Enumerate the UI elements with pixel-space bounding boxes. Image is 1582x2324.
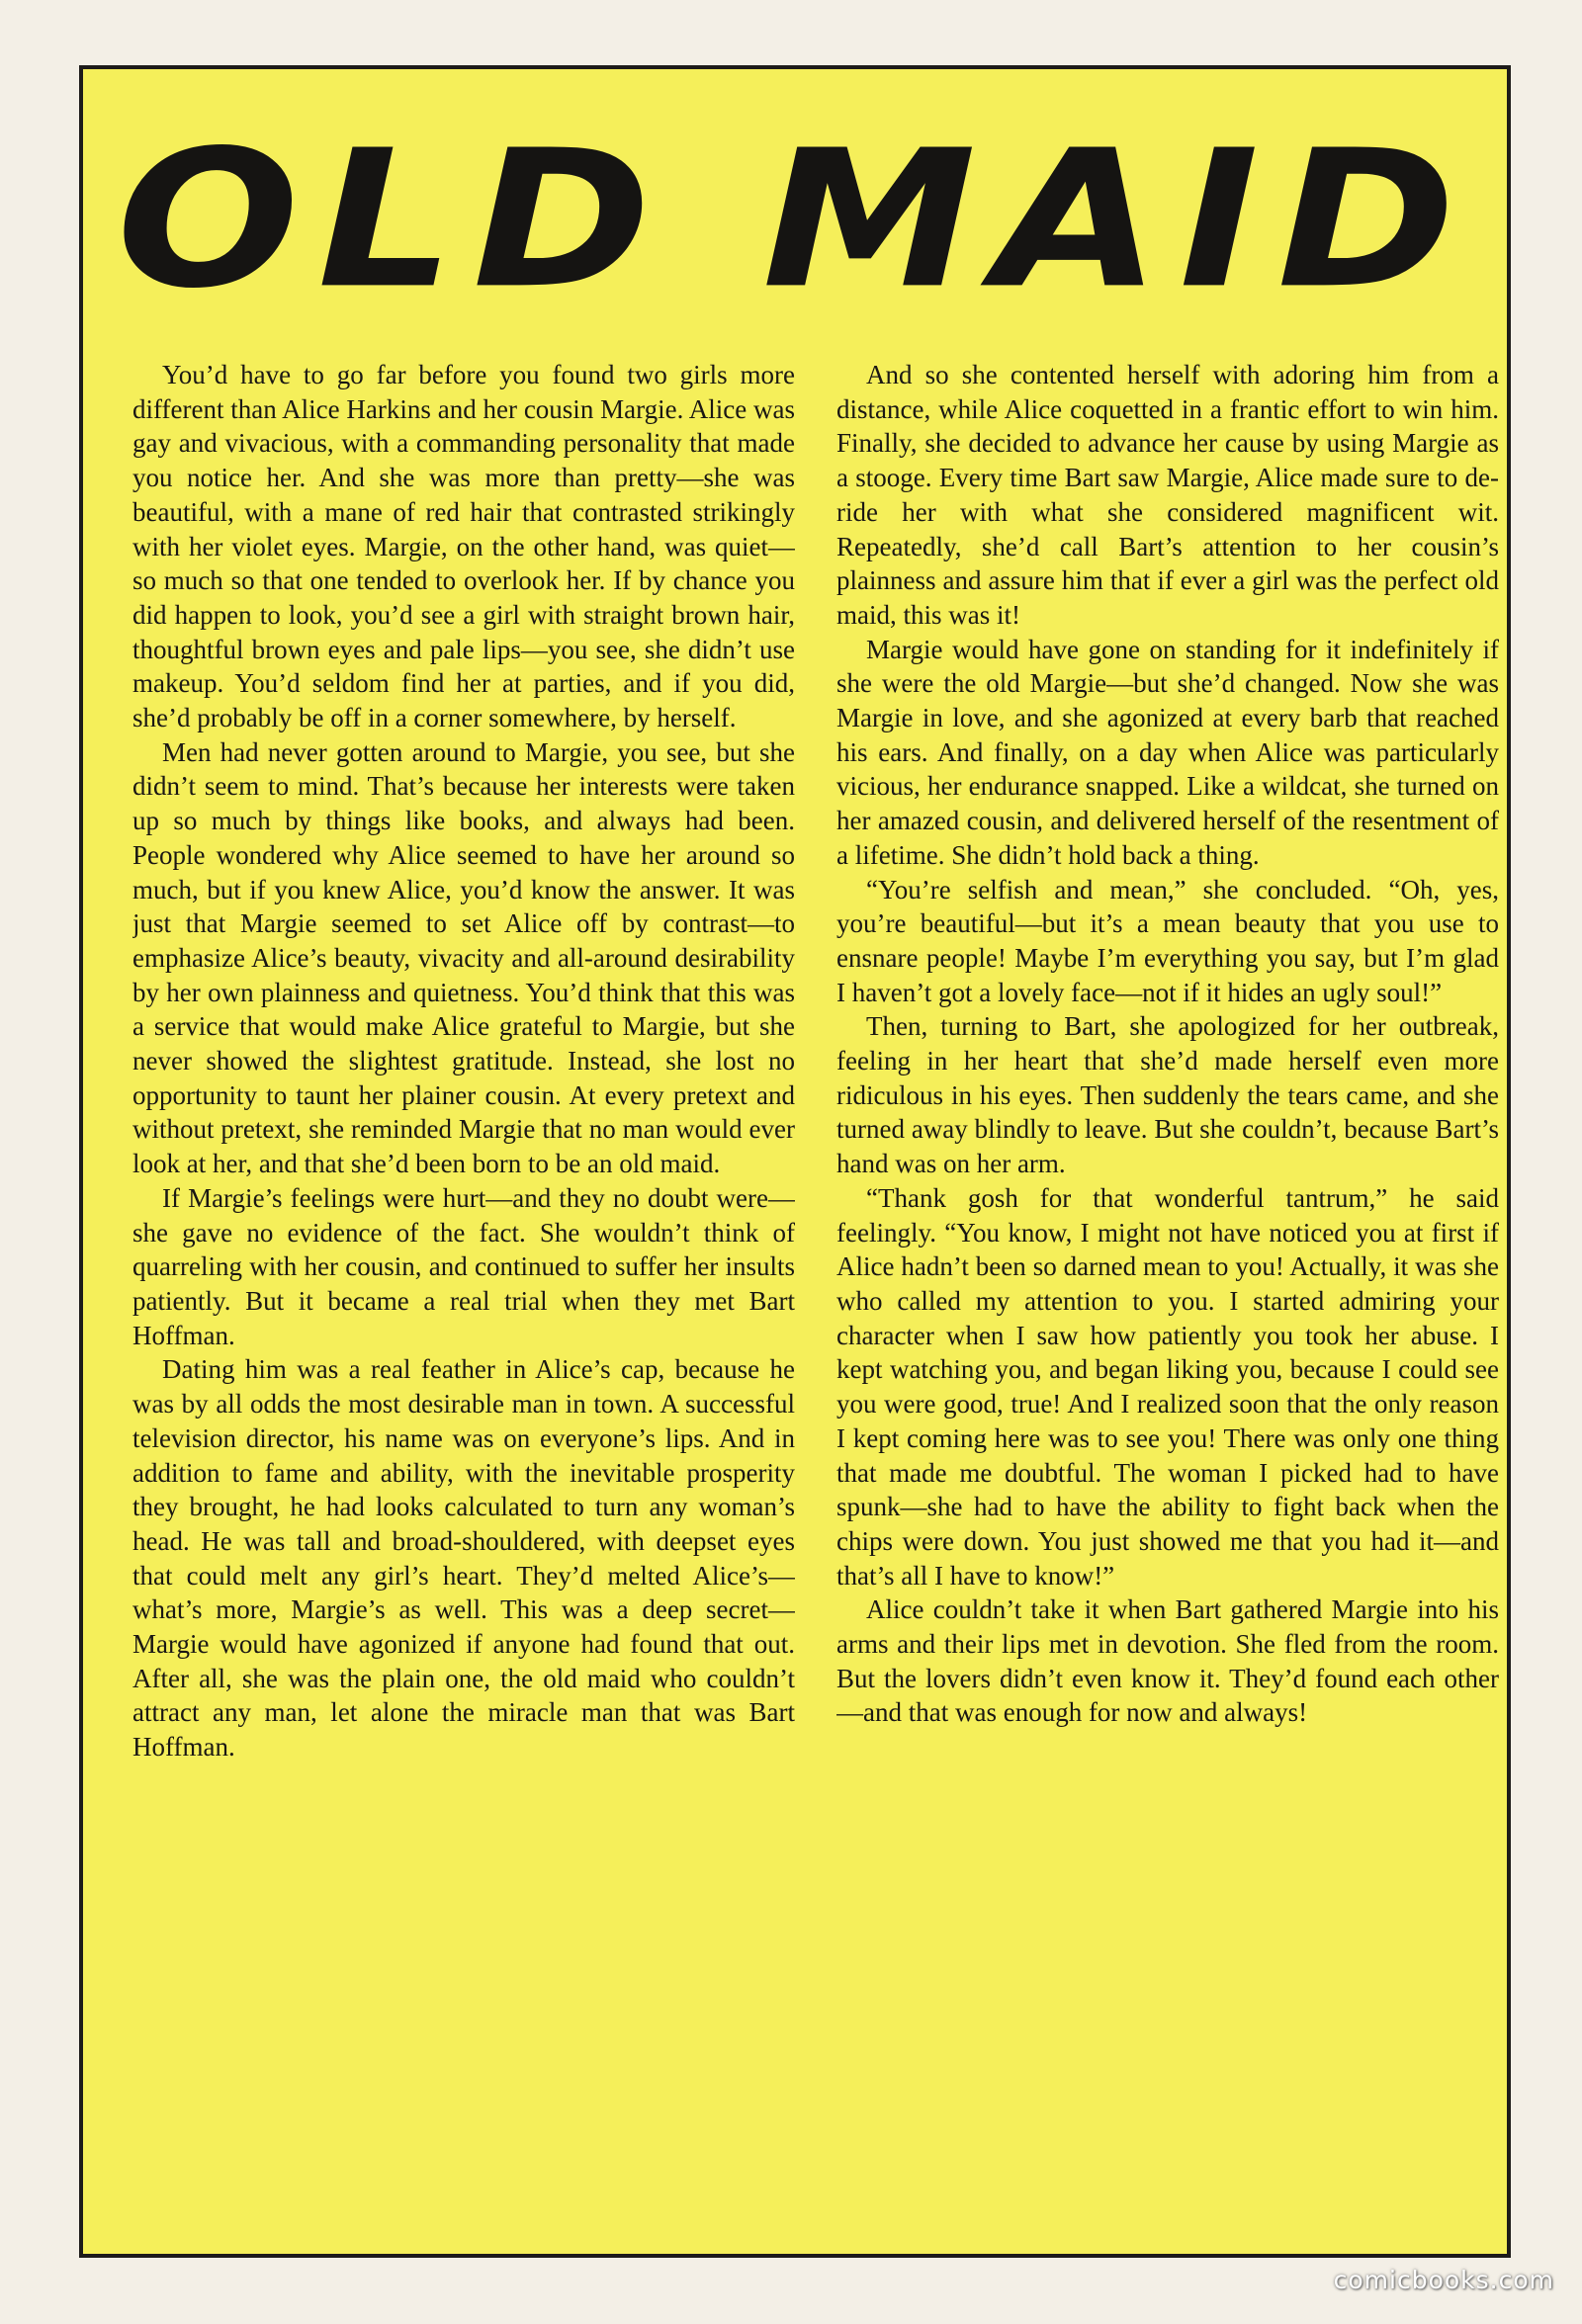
site-watermark: comicbooks.com	[1333, 2266, 1554, 2294]
story-paragraph: Margie would have gone on standing for it indefinitely if she were the old Margie—but she’d changed. Now she was Margie in love, and she agonized at every barb that reached his ears. And finally, on a day when Alice was particularly vicious, her endurance snapped. Like a wildcat, she turned on her amazed cousin, and delivered herself of the resentment of a lifetime. She didn’t hold back a thing.	[836, 634, 1499, 870]
story-panel	[79, 65, 1511, 2258]
story-paragraph: Men had never gotten around to Margie, you see, but she didn’t seem to mind. That’s because her interests were taken up so much by things like books, and always had been. People wondered why Alice seemed to have her around so much, but if you knew Alice, you’d know the answer. It was just that Margie seemed to set Alice off by contrast—to emphasize Alice’s beauty, vivacity and all-around desirability by her own plainness and quietness. You’d think that this was a service that would make Alice grateful to Margie, but she never showed the slightest gratitude. Instead, she lost no opportunity to taunt her plainer cousin. At every pretext and without pretext, she reminded Margie that no man would ever look at her, and that she’d been born to be an old maid.	[132, 736, 795, 1179]
story-paragraph: Dating him was a real feather in Alice’s cap, because he was by all odds the most desirable man in town. A successful television director, his name was on everyone’s lips. And in addition to fame and ability, with the inevitable prosperity they brought, he had looks calculated to turn any woman’s head. He was tall and broad-shouldered, with deepset eyes that could melt any girl’s heart. They’d melted Alice’s—what’s more, Margie’s as well. This was a deep secret—Margie would have agonized if anyone had found that out. After all, she was the plain one, the old maid who couldn’t attract any man, let alone the miracle man that was Bart Hoffman.	[132, 1354, 795, 1763]
story-paragraph: You’d have to go far before you found two girls more different than Alice Harkins and her cousin Margie. Alice was gay and vivacious, with a commanding personality that made you notice her. And she was more than pretty—she was beautiful, with a mane of red hair that contrasted strikingly with her violet eyes. Margie, on the other hand, was quiet—so much so that one tended to overlook her. If by chance you did happen to look, you’d see a girl with straight brown hair, thoughtful brown eyes and pale lips—you see, she didn’t use makeup. You’d seldom find her at parties, and if you did, she’d probably be off in a corner somewhere, by herself.	[132, 360, 795, 733]
story-paragraph: Alice couldn’t take it when Bart gathered Margie into his arms and their lips met in devotion. She fled from the room. But the lovers didn’t even know it. They’d found each other—and that was enough for now and always!	[836, 1594, 1499, 1728]
story-title: OLD MAID	[116, 110, 1474, 331]
story-paragraph: “Thank gosh for that wonderful tantrum,” he said feelingly. “You know, I might not have noticed you at first if Alice hadn’t been so darned mean to you! Actually, it was she who called my attention to you. I started admiring your character when I saw how patiently you took her abuse. I kept watching you, and began liking you, because I could see you were good, true! And I realized soon that the only reason I kept coming here was to see you! There was only one thing that made me doubtful. The woman I picked had to have spunk—she had to have the ability to fight back when the chips were down. You just showed me that you had it—and that’s all I have to know!”	[836, 1182, 1499, 1591]
story-paragraph: If Margie’s feelings were hurt—and they no doubt were—she gave no evidence of the fact. She wouldn’t think of quarreling with her cousin, and continued to suffer her insults patiently. But it became a real trial when they met Bart Hoffman.	[132, 1182, 795, 1350]
text-column-right	[836, 358, 1499, 2310]
story-paragraph: “You’re selfish and mean,” she concluded. “Oh, yes, you’re beautiful—but it’s a mean beauty that you use to ensnare people! Maybe I’m everything you say, but I’m glad I haven’t got a lovely face—not if it hides an ugly soul!”	[836, 874, 1499, 1007]
story-paragraph: Then, turning to Bart, she apologized for her outbreak, feeling in her heart that she’d made herself even more ridiculous in his eyes. Then suddenly the tears came, and she turned away blindly to leave. But she couldn’t, because Bart’s hand was on her arm.	[836, 1011, 1499, 1179]
story-paragraph: And so she contented herself with adoring him from a distance, while Alice coquetted in a frantic effort to win him. Finally, she decided to advance her cause by using Margie as a stooge. Every time Bart saw Margie, Alice made sure to deride her with what she considered magnificent wit. Repeatedly, she’d call Bart’s attention to her cousin’s plainness and assure him that if ever a girl was the perfect old maid, this was it!	[836, 360, 1499, 630]
text-column-left	[132, 358, 795, 2310]
